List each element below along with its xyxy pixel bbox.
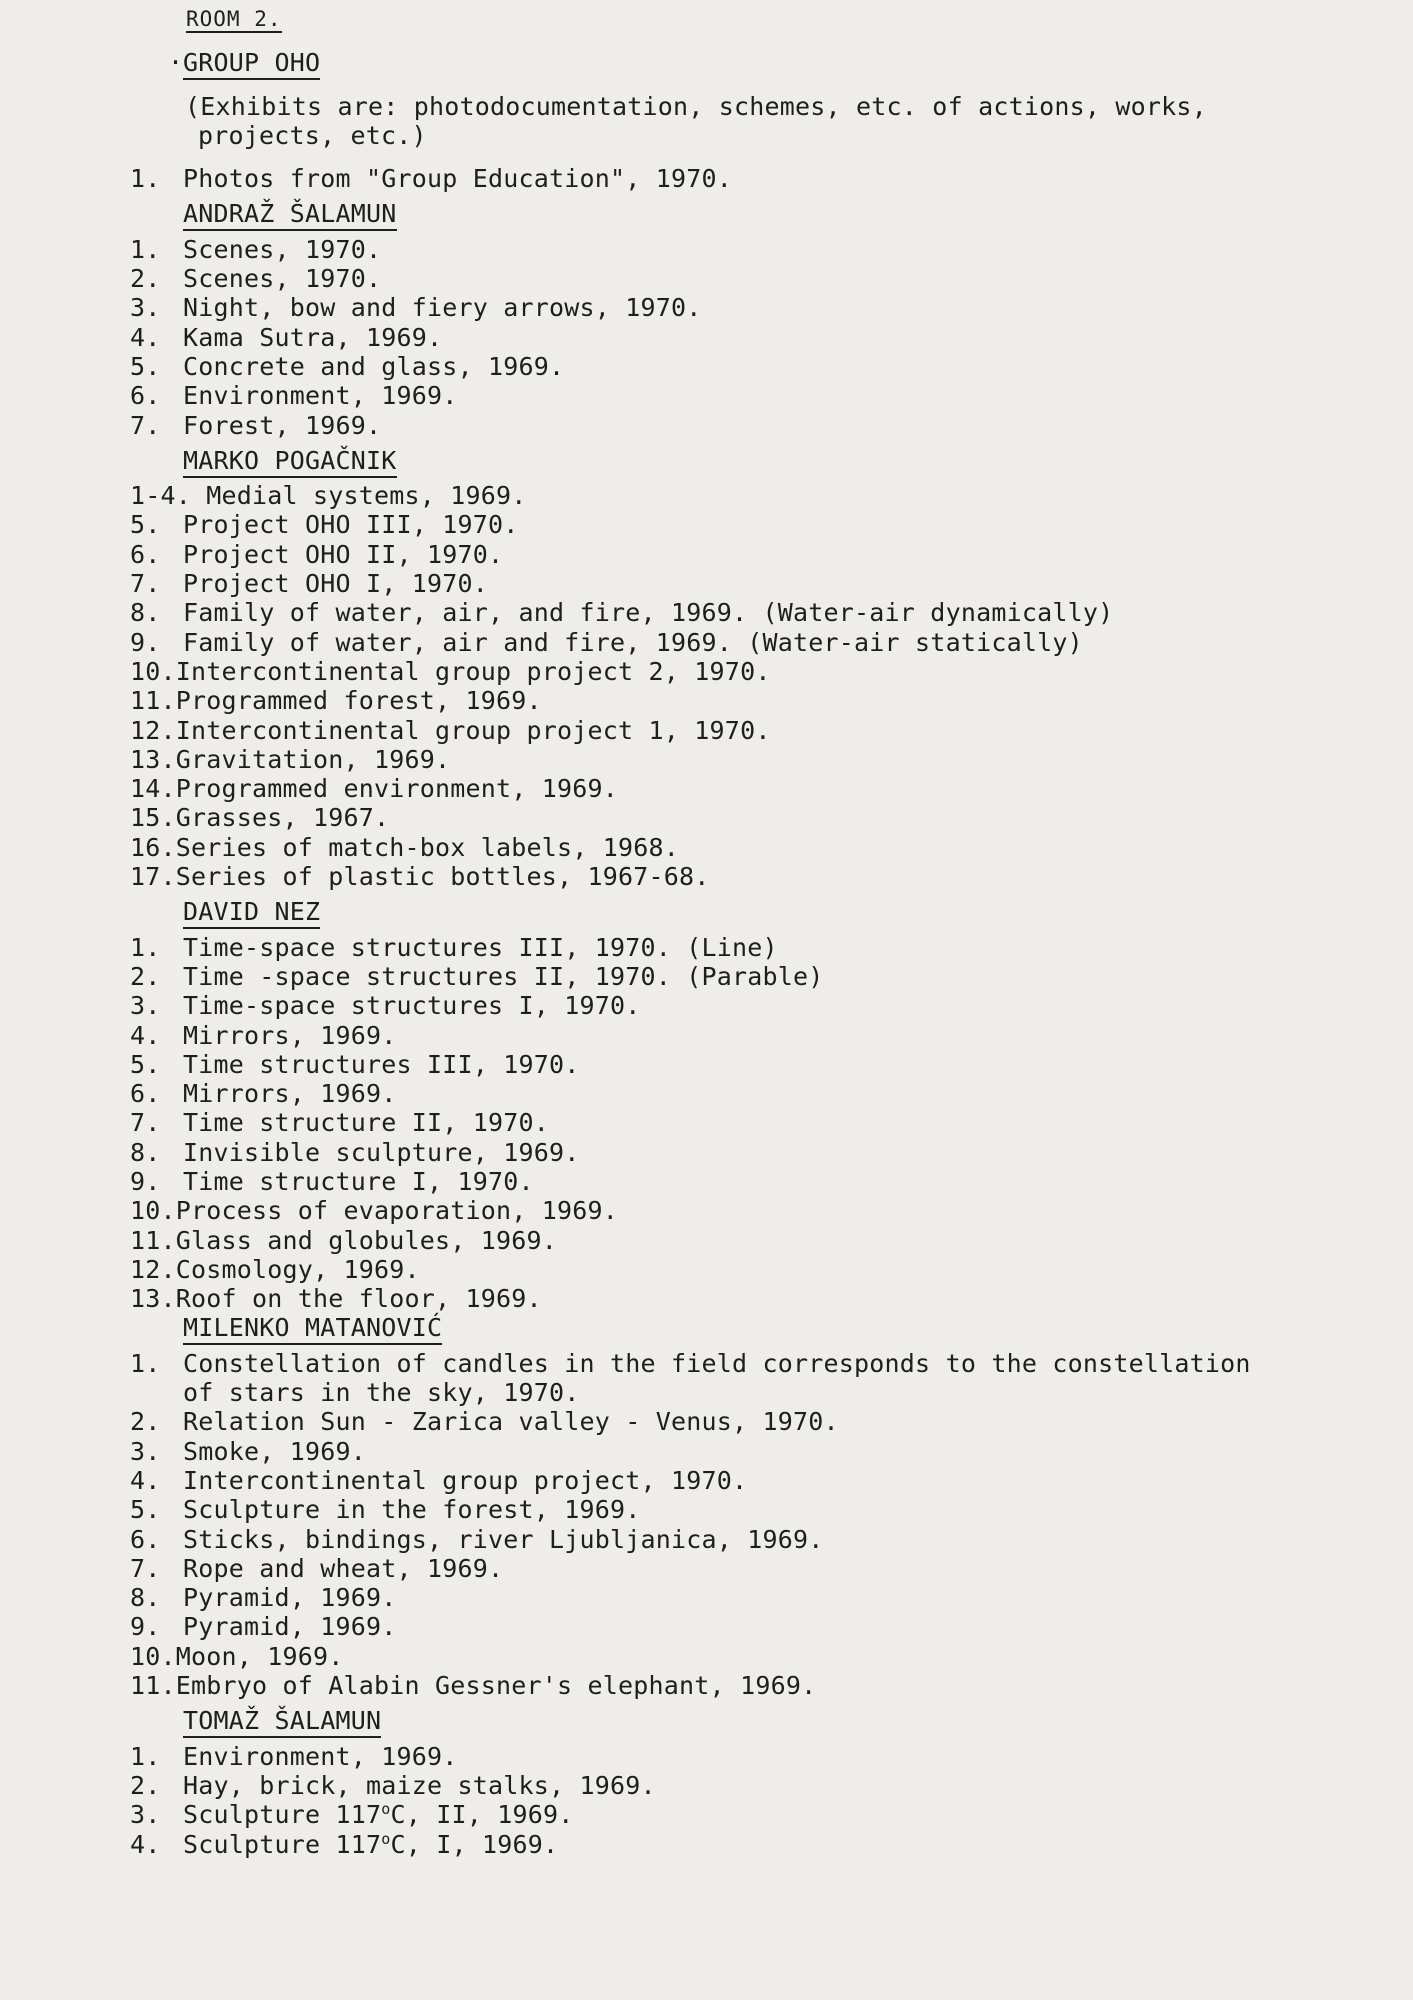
section-heading: · GROUP OHO	[130, 48, 1413, 77]
list-item: 1. Time-space structures III, 1970. (Line)	[130, 932, 778, 962]
list-item: 1. Scenes, 1970.	[130, 234, 382, 264]
list-item: 9. Time structure I, 1970.	[130, 1166, 534, 1196]
degree-superscript: o	[381, 1829, 391, 1848]
list-item: 15.Grasses, 1967.	[130, 803, 390, 833]
list-item: 8. Invisible sculpture, 1969.	[130, 1137, 580, 1167]
list-item: 13.Roof on the floor, 1969.	[130, 1284, 542, 1314]
list-item: 2. Hay, brick, maize stalks, 1969.	[130, 1770, 656, 1800]
section-note: projects, etc.)	[198, 120, 427, 150]
section-heading: MILENKO MATANOVIĆ	[130, 1313, 1413, 1342]
exhibit-list	[130, 5, 1413, 1859]
list-item: 2. Relation Sun - Zarica valley - Venus, 1970.	[130, 1407, 839, 1437]
list-item: 6. Mirrors, 1969.	[130, 1079, 397, 1109]
list-item: 11.Glass and globules, 1969.	[130, 1225, 558, 1255]
list-item: 7. Time structure II, 1970.	[130, 1108, 550, 1138]
room-title: ROOM 2.	[186, 7, 282, 31]
section-heading: MARKO POGAČNIK	[130, 446, 1413, 475]
list-item: 3. Night, bow and fiery arrows, 1970.	[130, 293, 702, 323]
list-item: 1-4. Medial systems, 1969.	[130, 481, 527, 511]
section-heading: DAVID NEZ	[130, 897, 1413, 926]
list-item: 5. Concrete and glass, 1969.	[130, 351, 565, 381]
list-item: 11.Embryo of Alabin Gessner's elephant, 1969.	[130, 1671, 817, 1701]
list-item: 7. Forest, 1969.	[130, 410, 382, 440]
list-item: 10.Process of evaporation, 1969.	[130, 1196, 619, 1226]
list-item: 9. Family of water, air and fire, 1969. (Water-air statically)	[130, 627, 1083, 657]
list-item: 6. Environment, 1969.	[130, 381, 458, 411]
list-item: 14.Programmed environment, 1969.	[130, 774, 619, 804]
list-item: 3. Time-space structures I, 1970.	[130, 991, 641, 1021]
list-item: 5. Sculpture in the forest, 1969.	[130, 1495, 641, 1525]
list-item: 1. Environment, 1969.	[130, 1741, 458, 1771]
list-item: 12.Intercontinental group project 1, 1970.	[130, 715, 771, 745]
list-item: 16.Series of match-box labels, 1968.	[130, 832, 680, 862]
degree-superscript: o	[381, 1800, 391, 1819]
list-item: 2. Scenes, 1970.	[130, 264, 382, 294]
list-item: 8. Pyramid, 1969.	[130, 1583, 397, 1613]
list-item: 4. Kama Sutra, 1969.	[130, 322, 443, 352]
list-item: 11.Programmed forest, 1969.	[130, 686, 542, 716]
list-item: 6. Sticks, bindings, river Ljubljanica, 1969.	[130, 1524, 824, 1554]
list-item: 5. Project OHO III, 1970.	[130, 510, 519, 540]
section-heading: TOMAŽ ŠALAMUN	[130, 1706, 1413, 1735]
list-item-continuation: of stars in the sky, 1970.	[183, 1378, 580, 1408]
list-item: 10.Moon, 1969.	[130, 1641, 344, 1671]
list-item: 13.Gravitation, 1969.	[130, 744, 451, 774]
list-item: 17.Series of plastic bottles, 1967-68.	[130, 862, 710, 892]
list-item: 10.Intercontinental group project 2, 1970.	[130, 656, 771, 686]
list-item: 4. Sculpture 117$^o$C, I, 1969.	[130, 1829, 559, 1859]
list-item: 4. Intercontinental group project, 1970.	[130, 1465, 748, 1495]
list-item: 8. Family of water, air, and fire, 1969. (Water-air dynamically)	[130, 598, 1114, 628]
section-heading: ANDRAŽ ŠALAMUN	[130, 199, 1413, 228]
list-item: 6. Project OHO II, 1970.	[130, 539, 504, 569]
list-item: 3. Smoke, 1969.	[130, 1436, 367, 1466]
list-item: 4. Mirrors, 1969.	[130, 1020, 397, 1050]
list-item: 12.Cosmology, 1969.	[130, 1254, 420, 1284]
list-item: 7. Project OHO I, 1970.	[130, 569, 489, 599]
list-item: 7. Rope and wheat, 1969.	[130, 1553, 504, 1583]
list-item: 3. Sculpture 117$^o$C, II, 1969.	[130, 1800, 574, 1830]
section-note: (Exhibits are: photodocumentation, schemes, etc. of actions, works,	[185, 91, 1207, 121]
list-item: 1. Photos from "Group Education", 1970.	[130, 164, 733, 194]
list-item: 5. Time structures III, 1970.	[130, 1049, 580, 1079]
list-item: 2. Time -space structures II, 1970. (Parable)	[130, 961, 824, 991]
list-item: 9. Pyramid, 1969.	[130, 1612, 397, 1642]
list-item: 1. Constellation of candles in the field corresponds to the constellation	[130, 1348, 1251, 1378]
